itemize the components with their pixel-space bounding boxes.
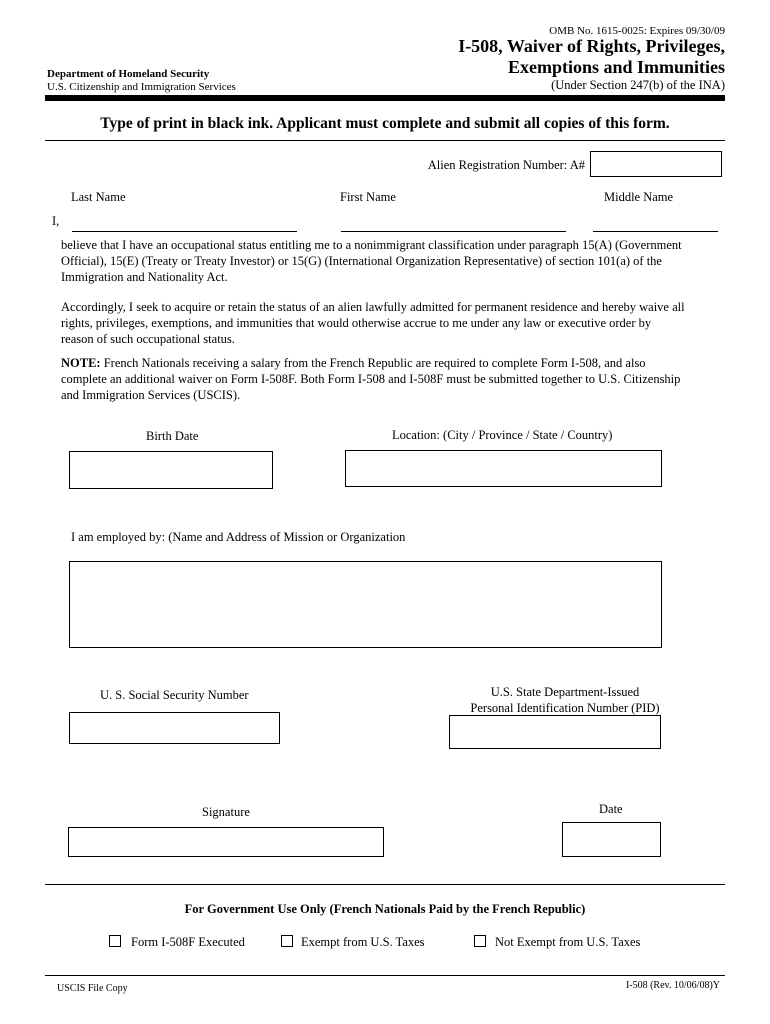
pid-input[interactable] bbox=[449, 715, 661, 749]
instruction-text: Type of print in black ink. Applicant must complete and submit all copies of this form. bbox=[100, 115, 670, 132]
instruction-rule bbox=[45, 140, 725, 141]
pid-label-line1: U.S. State Department-Issued bbox=[490, 685, 640, 699]
omb-number: OMB No. 1615-0025: Expires 09/30/09 bbox=[549, 25, 725, 37]
form-title-line1: I-508, Waiver of Rights, Privileges, bbox=[458, 36, 725, 56]
location-input[interactable] bbox=[345, 450, 662, 487]
employer-input[interactable] bbox=[69, 561, 662, 648]
first-name-input[interactable] bbox=[341, 216, 566, 232]
signature-input[interactable] bbox=[68, 827, 384, 857]
paragraph-status-line1: believe that I have an occupational status entitling me to a nonimmigrant classification under paragraph 15(A) (Government bbox=[61, 238, 682, 252]
note-line3: and Immigration Services (USCIS). bbox=[61, 388, 241, 402]
paragraph-waiver-line1: Accordingly, I seek to acquire or retain the status of an alien lawfully admitted for permanent residence and hereby waive all bbox=[61, 300, 685, 314]
last-name-label: Last Name bbox=[71, 190, 126, 204]
form-subtitle: (Under Section 247(b) of the INA) bbox=[551, 78, 725, 92]
header-thick-rule bbox=[45, 95, 725, 101]
pid-label-line2: Personal Identification Number (PID) bbox=[470, 701, 660, 715]
exempt-from-taxes-checkbox[interactable] bbox=[281, 935, 293, 947]
note-paragraph bbox=[61, 355, 680, 403]
paragraph-waiver-line3: reason of such occupational status. bbox=[61, 332, 235, 346]
gov-use-rule bbox=[45, 884, 725, 885]
paragraph-waiver bbox=[61, 299, 685, 347]
form-title-line2: Exemptions and Immunities bbox=[507, 57, 725, 77]
last-name-input[interactable] bbox=[72, 216, 297, 232]
paragraph-waiver-line2: rights, privileges, exemptions, and immunities that would otherwise accrue to me under any law or executive order by bbox=[61, 316, 652, 330]
alien-number-label: Alien Registration Number: A# bbox=[427, 158, 585, 172]
footer-revision: I-508 (Rev. 10/06/08)Y bbox=[625, 980, 720, 991]
paragraph-status-line2: Official), 15(E) (Treaty or Treaty Investor) or 15(G) (International Organization Representative) of section 101(a) of the bbox=[61, 254, 662, 268]
department-name: Department of Homeland Security bbox=[47, 68, 210, 80]
birth-date-input[interactable] bbox=[69, 451, 273, 489]
location-label: Location: (City / Province / State / Country) bbox=[392, 428, 613, 442]
note-label: NOTE: bbox=[61, 356, 101, 370]
middle-name-label: Middle Name bbox=[604, 190, 674, 204]
paragraph-status bbox=[61, 237, 682, 285]
paragraph-status-line3: Immigration and Nationality Act. bbox=[61, 270, 228, 284]
pid-label bbox=[445, 684, 685, 716]
not-exempt-from-taxes-label: Not Exempt from U.S. Taxes bbox=[495, 935, 641, 949]
name-prefix: I, bbox=[52, 214, 60, 228]
date-input[interactable] bbox=[562, 822, 661, 857]
form-i508f-executed-label: Form I-508F Executed bbox=[131, 935, 245, 949]
signature-label: Signature bbox=[202, 805, 250, 819]
date-label: Date bbox=[599, 802, 623, 816]
exempt-from-taxes-label: Exempt from U.S. Taxes bbox=[301, 935, 425, 949]
employer-label: I am employed by: (Name and Address of Mission or Organization bbox=[71, 530, 406, 544]
middle-name-input[interactable] bbox=[593, 216, 718, 232]
ssn-input[interactable] bbox=[69, 712, 280, 744]
birth-date-label: Birth Date bbox=[146, 429, 199, 443]
note-line1: French Nationals receiving a salary from the French Republic are required to complete Form I-508, and also bbox=[100, 356, 646, 370]
footer-file-copy: USCIS File Copy bbox=[57, 983, 128, 994]
not-exempt-from-taxes-checkbox[interactable] bbox=[474, 935, 486, 947]
gov-use-title: For Government Use Only (French Nationals Paid by the French Republic) bbox=[184, 902, 586, 916]
agency-name: U.S. Citizenship and Immigration Services bbox=[47, 81, 236, 93]
first-name-label: First Name bbox=[340, 190, 396, 204]
note-line2: complete an additional waiver on Form I-508F. Both Form I-508 and I-508F must be submitted together to U.S. Citizenship bbox=[61, 372, 681, 386]
footer-rule bbox=[45, 975, 725, 976]
ssn-label: U. S. Social Security Number bbox=[100, 688, 249, 702]
form-i508f-executed-checkbox[interactable] bbox=[109, 935, 121, 947]
alien-number-input[interactable] bbox=[590, 151, 722, 177]
